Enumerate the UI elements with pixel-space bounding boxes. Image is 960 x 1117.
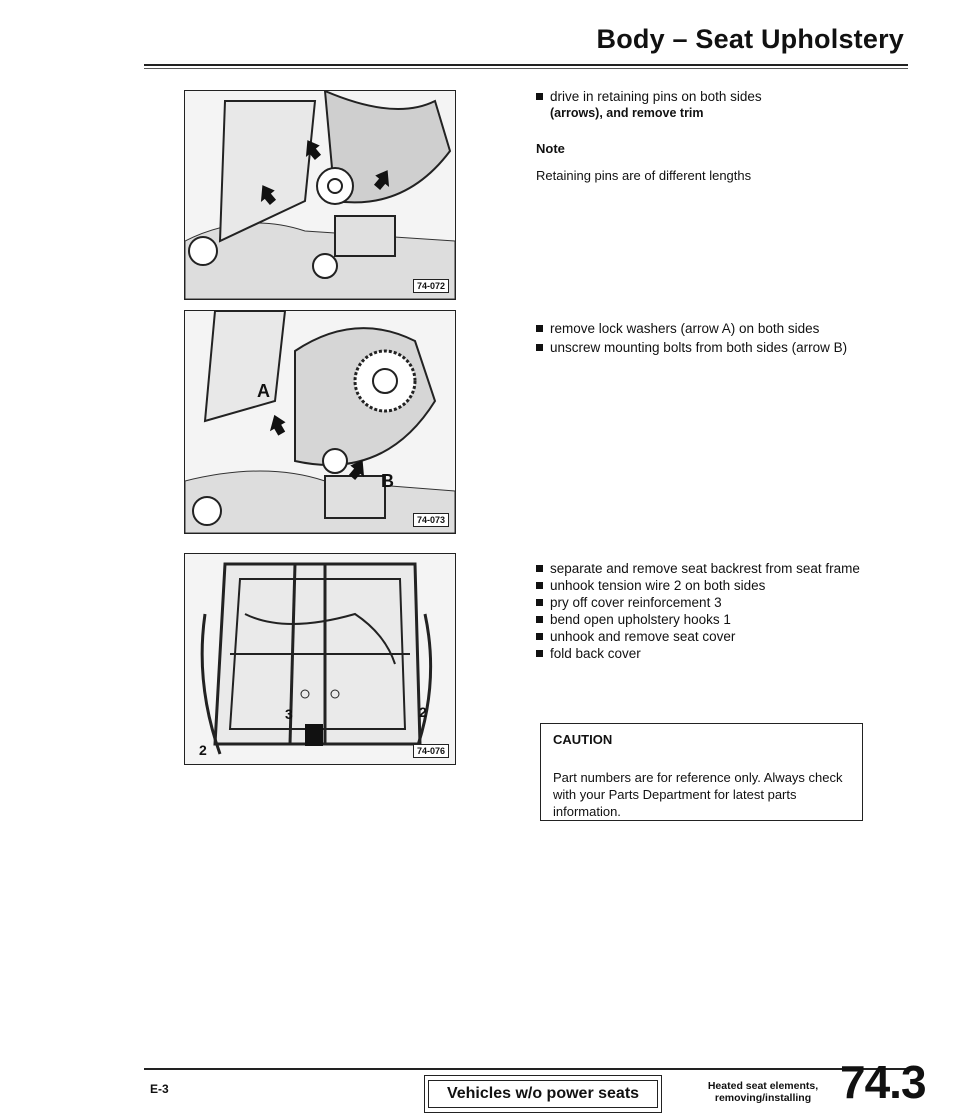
figure-74-073 <box>184 310 456 534</box>
caution-title: CAUTION <box>553 732 613 747</box>
caution-box <box>540 723 863 821</box>
step3-item: unhook tension wire 2 on both sides <box>536 577 866 594</box>
note-title: Note <box>536 141 565 156</box>
callout-B: B <box>381 471 394 491</box>
footer-description: Heated seat elements, removing/installing <box>707 1080 819 1104</box>
step3-item: pry off cover reinforcement 3 <box>536 594 866 611</box>
step3-block <box>536 560 866 662</box>
step2-item: remove lock washers (arrow A) on both sides <box>536 320 866 337</box>
figure-74-072-drawing <box>185 91 455 299</box>
figure-label: 74-072 <box>413 279 449 293</box>
footer-code: E-3 <box>150 1082 169 1096</box>
page-title: Body – Seat Upholstery <box>596 24 904 54</box>
step1-bullet: drive in retaining pins on both sides <box>536 88 866 105</box>
figure-label: 74-076 <box>413 744 449 758</box>
footer-section-box <box>424 1075 662 1113</box>
page-number: 74.3 <box>840 1056 926 1108</box>
caution-body: Part numbers are for reference only. Always check with your Parts Department for latest parts information. <box>553 770 843 819</box>
callout-A: A <box>257 381 270 401</box>
figure-74-076-drawing <box>185 554 455 764</box>
header-rule-thin <box>144 68 908 69</box>
step1-block <box>536 88 866 184</box>
step2-item: unscrew mounting bolts from both sides (arrow B) <box>536 339 866 356</box>
step3-item: fold back cover <box>536 645 866 662</box>
note-text: Retaining pins are of different lengths <box>536 168 752 183</box>
step1-sub: (arrows), and remove trim <box>550 106 704 120</box>
step3-item: unhook and remove seat cover <box>536 628 866 645</box>
step3-item: separate and remove seat backrest from seat frame <box>536 560 866 577</box>
figure-74-073-drawing <box>185 311 455 533</box>
callout-2-right: 2 <box>419 704 427 720</box>
header-rule <box>144 64 908 66</box>
figure-74-076 <box>184 553 456 765</box>
callout-2-left: 2 <box>199 742 207 758</box>
callout-3: 3 <box>285 706 293 722</box>
figure-label: 74-073 <box>413 513 449 527</box>
footer-rule <box>144 1068 908 1070</box>
figure-74-072 <box>184 90 456 300</box>
step2-block <box>536 320 866 356</box>
footer-section-label: Vehicles w/o power seats <box>428 1080 658 1108</box>
step3-item: bend open upholstery hooks 1 <box>536 611 866 628</box>
